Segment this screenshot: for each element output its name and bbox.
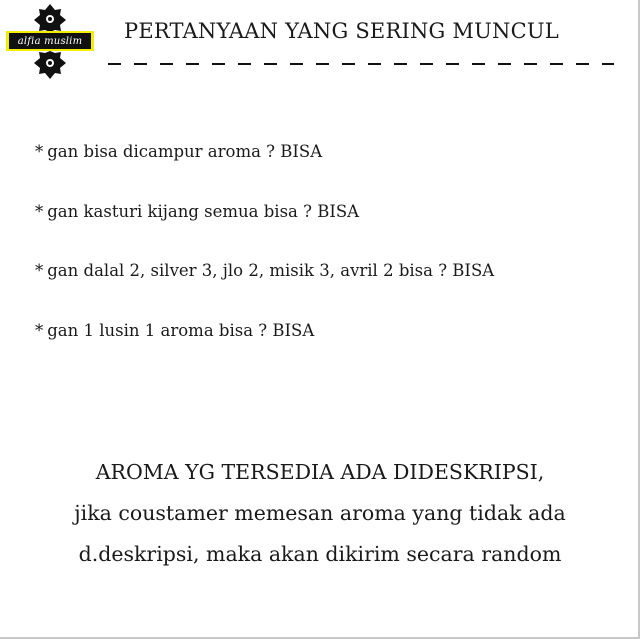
brand-name: alfia muslim xyxy=(17,35,83,47)
note-line: jika coustamer memesan aroma yang tidak ada xyxy=(74,501,566,525)
ornament-bottom-icon xyxy=(6,51,94,79)
faq-item xyxy=(35,320,494,342)
page-title: PERTANYAAN YANG SERING MUNCUL xyxy=(124,19,559,43)
bullet-star: * xyxy=(35,261,44,280)
dashed-divider xyxy=(108,61,614,67)
faq-text: gan kasturi kijang semua bisa ? BISA xyxy=(47,201,360,221)
faq-item xyxy=(35,141,494,163)
brand-logo xyxy=(6,4,94,78)
faq-text: gan bisa dicampur aroma ? BISA xyxy=(47,142,323,161)
faq-item xyxy=(35,201,494,223)
aroma-note xyxy=(0,452,640,575)
bullet-star: * xyxy=(35,142,44,161)
bullet-star: * xyxy=(35,320,44,340)
bullet-star: * xyxy=(35,201,44,221)
faq-text: gan 1 lusin 1 aroma bisa ? BISA xyxy=(47,320,315,340)
faq-item xyxy=(35,260,494,282)
ornament-top-icon xyxy=(6,4,94,32)
note-line: d.deskripsi, maka akan dikirim secara random xyxy=(78,542,562,566)
faq-text: gan dalal 2, silver 3, jlo 2, misik 3, avril 2 bisa ? BISA xyxy=(47,261,495,280)
faq-list xyxy=(35,141,494,379)
note-line: AROMA YG TERSEDIA ADA DIDESKRIPSI, xyxy=(95,460,545,484)
logo-banner xyxy=(6,31,94,51)
